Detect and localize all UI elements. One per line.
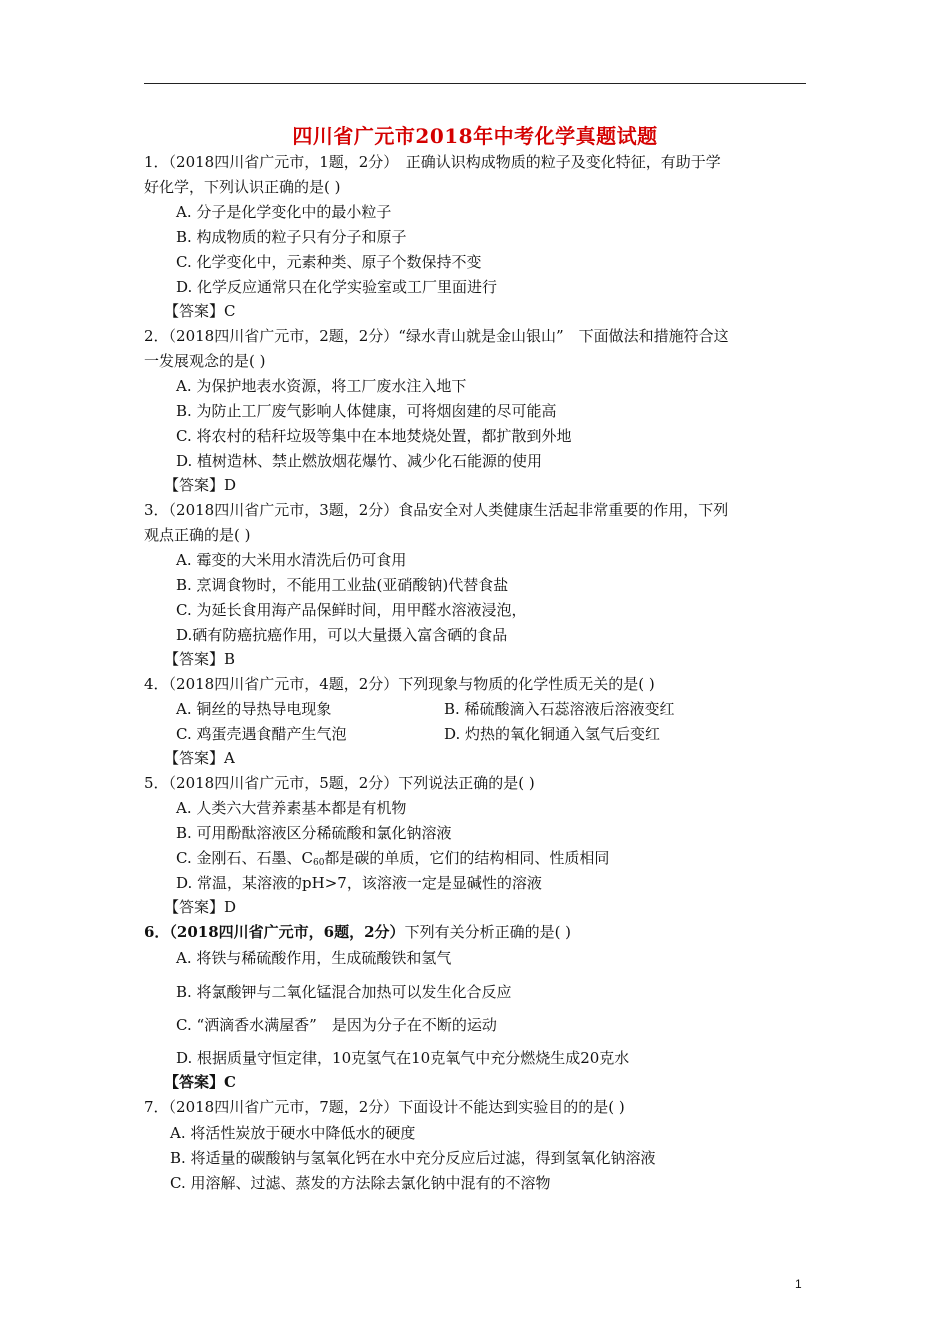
page-number: 1 — [795, 1277, 802, 1291]
q5-option-c — [176, 848, 609, 868]
q1-option-a: A. 分子是化学变化中的最小粒子 — [176, 203, 392, 221]
q1-option-c: C. 化学变化中，元素种类、原子个数保持不变 — [176, 253, 482, 271]
q5-option-b: B. 可用酚酞溶液区分稀硫酸和氯化钠溶液 — [176, 824, 452, 842]
q6-option-a: A. 将铁与稀硫酸作用，生成硫酸铁和氢气 — [176, 949, 452, 967]
page-title: 四川省广元市2018年中考化学真题试题 — [292, 124, 658, 148]
q3-stem-line1: 3．（2018四川省广元市，3题，2分）食品安全对人类健康生活起非常重要的作用，下列 — [144, 501, 729, 519]
q2-option-b: B. 为防止工厂废气影响人体健康，可将烟囱建的尽可能高 — [176, 402, 557, 420]
q3-option-c: C. 为延长食用海产品保鲜时间，用甲醛水溶液浸泡， — [176, 601, 527, 619]
q5-stem-line1: 5．（2018四川省广元市，5题，2分）下列说法正确的是( ) — [144, 774, 535, 792]
q7-option-c: C. 用溶解、过滤、蒸发的方法除去氯化钠中混有的不溶物 — [170, 1174, 551, 1192]
q3-stem-line2: 观点正确的是( ) — [144, 526, 251, 544]
header-rule — [144, 83, 806, 84]
q7-option-a: A. 将活性炭放于硬水中降低水的硬度 — [170, 1124, 416, 1142]
q5-answer: 【答案】D — [164, 898, 237, 916]
q1-stem-line2: 好化学，下列认识正确的是( ) — [144, 178, 341, 196]
q4-option-d: D. 灼热的氧化铜通入氢气后变红 — [444, 725, 661, 743]
q6-option-d: D. 根据质量守恒定律，10克氢气在10克氧气中充分燃烧生成20克水 — [176, 1049, 630, 1067]
q4-option-c: C. 鸡蛋壳遇食醋产生气泡 — [176, 725, 347, 743]
q1-option-b: B. 构成物质的粒子只有分子和原子 — [176, 228, 407, 246]
q3-answer: 【答案】B — [164, 650, 236, 668]
q3-option-a: A. 霉变的大米用水清洗后仍可食用 — [176, 551, 407, 569]
q6-stem-source: 6．（2018四川省广元市，6题，2分） — [144, 923, 405, 941]
q6-stem — [144, 922, 571, 942]
q2-answer: 【答案】D — [164, 476, 237, 494]
q5-option-c-post: 都是碳的单质，它们的结构相同、性质相同 — [324, 849, 610, 867]
q1-answer: 【答案】C — [164, 302, 236, 320]
q7-stem-line1: 7．（2018四川省广元市，7题，2分）下面设计不能达到实验目的的是( ) — [144, 1098, 625, 1116]
q4-stem-line1: 4．（2018四川省广元市，4题，2分）下列现象与物质的化学性质无关的是( ) — [144, 675, 655, 693]
q4-answer: 【答案】A — [164, 749, 235, 767]
q4-option-a: A. 铜丝的导热导电现象 — [176, 700, 332, 718]
q6-stem-text: 下列有关分析正确的是( ) — [404, 923, 572, 941]
q1-stem-line1: 1．（2018四川省广元市，1题，2分） 正确认识构成物质的粒子及变化特征，有助于学 — [144, 153, 721, 171]
q2-option-d: D. 植树造林、禁止燃放烟花爆竹、减少化石能源的使用 — [176, 452, 543, 470]
q7-option-b: B. 将适量的碳酸钠与氢氧化钙在水中充分反应后过滤，得到氢氧化钠溶液 — [170, 1149, 656, 1167]
q2-option-c: C. 将农村的秸秆垃圾等集中在本地焚烧处置，都扩散到外地 — [176, 427, 572, 445]
q2-stem-line2: 一发展观念的是( ) — [144, 352, 266, 370]
q1-option-d: D. 化学反应通常只在化学实验室或工厂里面进行 — [176, 278, 498, 296]
q5-option-c-pre: C. 金刚石、石墨、C — [176, 849, 313, 867]
q2-stem-line1: 2．（2018四川省广元市，2题，2分）“绿水青山就是金山银山” 下面做法和措施符合这 — [144, 327, 729, 345]
q5-option-d: D. 常温，某溶液的pH>7，该溶液一定是显碱性的溶液 — [176, 874, 542, 892]
q6-option-c: C. “洒滴香水满屋香” 是因为分子在不断的运动 — [176, 1016, 497, 1034]
q5-option-a: A. 人类六大营养素基本都是有机物 — [176, 799, 407, 817]
q3-option-b: B. 烹调食物时，不能用工业盐(亚硝酸钠)代替食盐 — [176, 576, 509, 594]
q6-answer: 【答案】C — [164, 1073, 236, 1091]
q6-option-b: B. 将氯酸钾与二氧化锰混合加热可以发生化合反应 — [176, 983, 512, 1001]
q5-option-c-subscript: 60 — [312, 858, 325, 868]
q2-option-a: A. 为保护地表水资源，将工厂废水注入地下 — [176, 377, 467, 395]
q4-option-b: B. 稀硫酸滴入石蕊溶液后溶液变红 — [444, 700, 675, 718]
q3-option-d: D.硒有防癌抗癌作用，可以大量摄入富含硒的食品 — [176, 626, 508, 644]
